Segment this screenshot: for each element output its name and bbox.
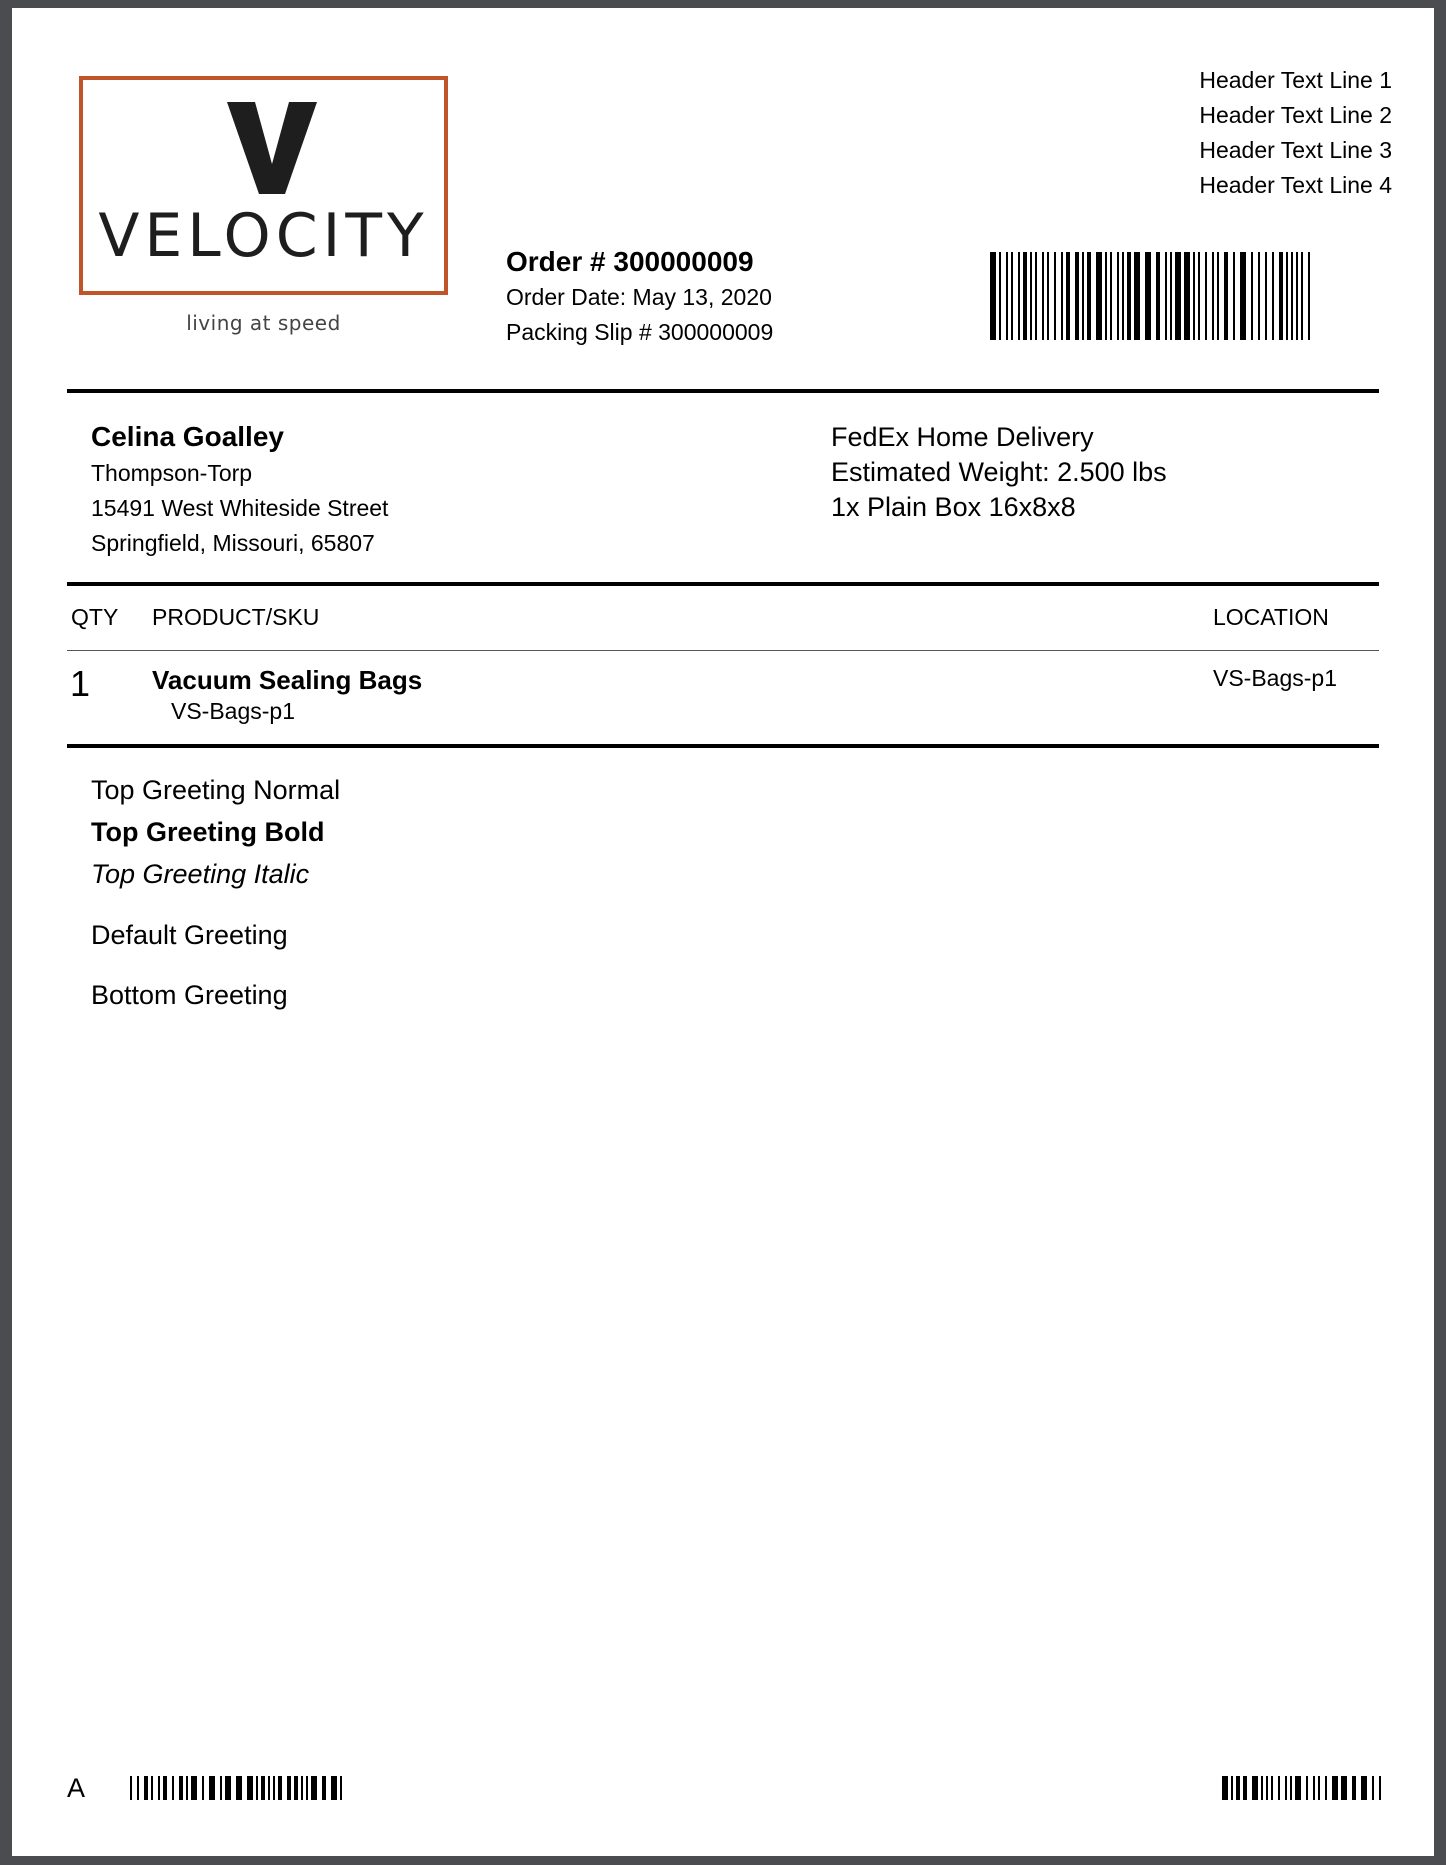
greeting-top-normal: Top Greeting Normal <box>91 775 341 805</box>
order-info <box>506 244 773 350</box>
customer-city: Springfield, Missouri, 65807 <box>91 530 375 556</box>
ship-to-address <box>91 418 388 561</box>
row-product-name: Vacuum Sealing Bags <box>152 665 423 695</box>
header-line-4: Header Text Line 4 <box>1199 172 1392 198</box>
row-sku: VS-Bags-p1 <box>171 698 296 724</box>
box-info: 1x Plain Box 16x8x8 <box>831 492 1076 522</box>
header-line-2: Header Text Line 2 <box>1199 102 1392 128</box>
order-date: Order Date: May 13, 2020 <box>506 284 772 310</box>
header-text-lines <box>1199 63 1392 203</box>
column-header-qty: QTY <box>71 604 119 630</box>
order-number: Order # 300000009 <box>506 246 754 277</box>
column-header-location: LOCATION <box>1213 604 1329 630</box>
divider-address <box>67 582 1379 586</box>
row-qty: 1 <box>70 663 91 704</box>
greeting-bottom: Bottom Greeting <box>91 980 288 1010</box>
estimated-weight: Estimated Weight: 2.500 lbs <box>831 457 1167 487</box>
divider-top <box>67 389 1379 393</box>
customer-name: Celina Goalley <box>91 421 284 452</box>
greeting-default: Default Greeting <box>91 920 288 950</box>
footer-barcode-right <box>1222 1776 1382 1800</box>
footer-barcode-left <box>130 1776 345 1800</box>
header-line-1: Header Text Line 1 <box>1199 67 1392 93</box>
column-header-product: PRODUCT/SKU <box>152 604 320 630</box>
logo-v-mark <box>227 102 317 194</box>
order-barcode <box>990 252 1310 340</box>
shipping-info <box>831 420 1167 525</box>
logo-wordmark: VELOCITY <box>98 201 429 271</box>
packing-slip-number: Packing Slip # 300000009 <box>506 319 774 345</box>
footer-letter: A <box>67 1773 86 1803</box>
row-location: VS-Bags-p1 <box>1213 665 1338 691</box>
shipping-method: FedEx Home Delivery <box>831 422 1094 452</box>
divider-table-bottom <box>67 744 1379 748</box>
table-header-divider <box>67 650 1379 651</box>
header-line-3: Header Text Line 3 <box>1199 137 1392 163</box>
company-logo <box>79 76 448 295</box>
customer-street: 15491 West Whiteside Street <box>91 495 389 521</box>
packing-slip-page <box>12 8 1434 1856</box>
greeting-top-italic: Top Greeting Italic <box>91 859 310 889</box>
greeting-top-bold: Top Greeting Bold <box>91 817 325 847</box>
customer-company: Thompson-Torp <box>91 460 253 486</box>
logo-tagline: living at speed <box>186 311 341 335</box>
